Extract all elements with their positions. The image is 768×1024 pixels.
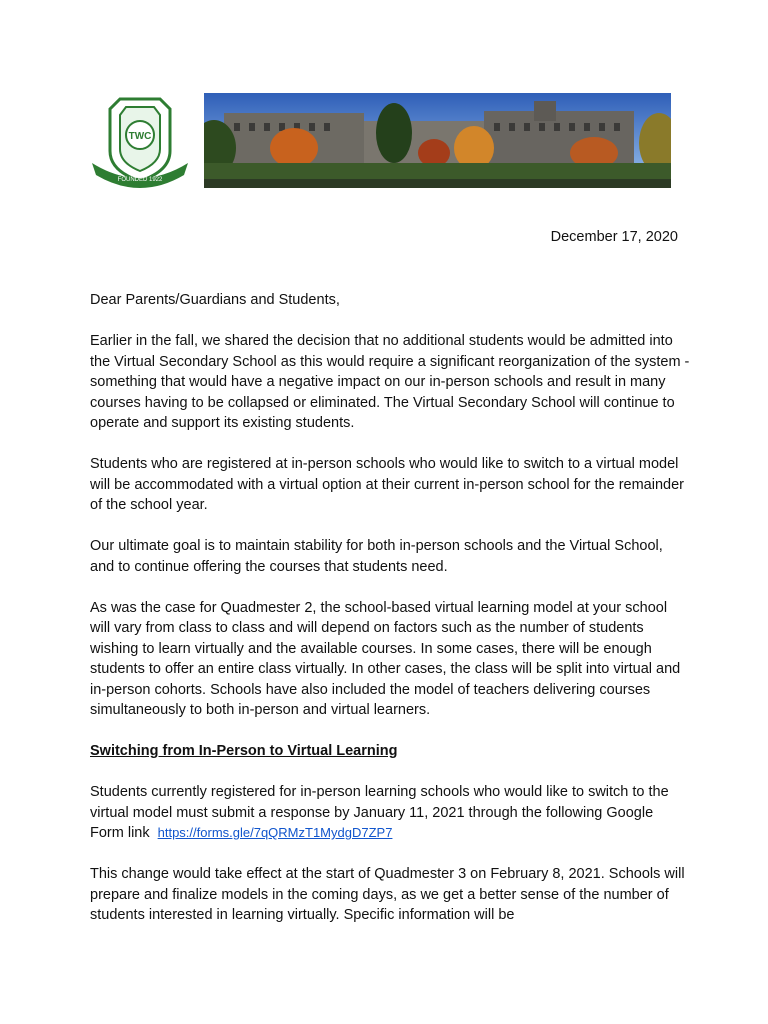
crest-monogram: TWC (128, 131, 152, 142)
crest-founded-text: FOUNDED 1922 (117, 177, 163, 183)
letter-date: December 17, 2020 (550, 229, 678, 245)
letter-body (90, 290, 690, 946)
paragraph-quadmester-model: As was the case for Quadmester 2, the school-based virtual learning model at your school will vary from class to class and will depend on factors such as the number of students wishing to learn virtually and the available courses. In some cases, there will be enough students to offer an entire class virtually. In other cases, the class will be split into virtual and in-person cohorts. Schools have also included the model of teachers delivering courses simultaneously to both in-person and virtual learners. (90, 599, 681, 718)
paragraph-switch-accommodation: Students who are registered at in-person schools who would like to switch to a virtual model will be accommodated with a virtual option at their current in-person school for the remainder of the school year. (90, 456, 684, 513)
school-building-photo (204, 93, 671, 188)
paragraph-switch-instructions (90, 782, 690, 844)
section-heading: Switching from In-Person to Virtual Learning (90, 743, 398, 759)
paragraph-virtual-school-decision: Earlier in the fall, we shared the decision that no additional students would be admitted into the Virtual Secondary School as this would require a significant reorganization of the system - something that would have a negative impact on our in-person schools and result in many courses having to be collapsed or eliminated. The Virtual Secondary School will continue to operate and support its existing students. (90, 333, 690, 431)
salutation: Dear Parents/Guardians and Students, (90, 292, 340, 308)
paragraph-effective-date: This change would take effect at the start of Quadmester 3 on February 8, 2021. Schools will prepare and finalize models in the coming days, as we get a better sense of the number of students interested in learning virtually. Specific information will be (90, 866, 685, 923)
school-crest-logo (90, 93, 190, 189)
switch-instructions-text: Students currently registered for in-person learning schools who would like to switch to the virtual model must submit a response by January 11, 2021 through the following Google Form link (90, 784, 669, 841)
paragraph-ultimate-goal: Our ultimate goal is to maintain stability for both in-person schools and the Virtual School, and to continue offering the courses that students need. (90, 538, 663, 575)
google-form-link[interactable]: https://forms.gle/7qQRMzT1MydgD7ZP7 (157, 825, 393, 840)
